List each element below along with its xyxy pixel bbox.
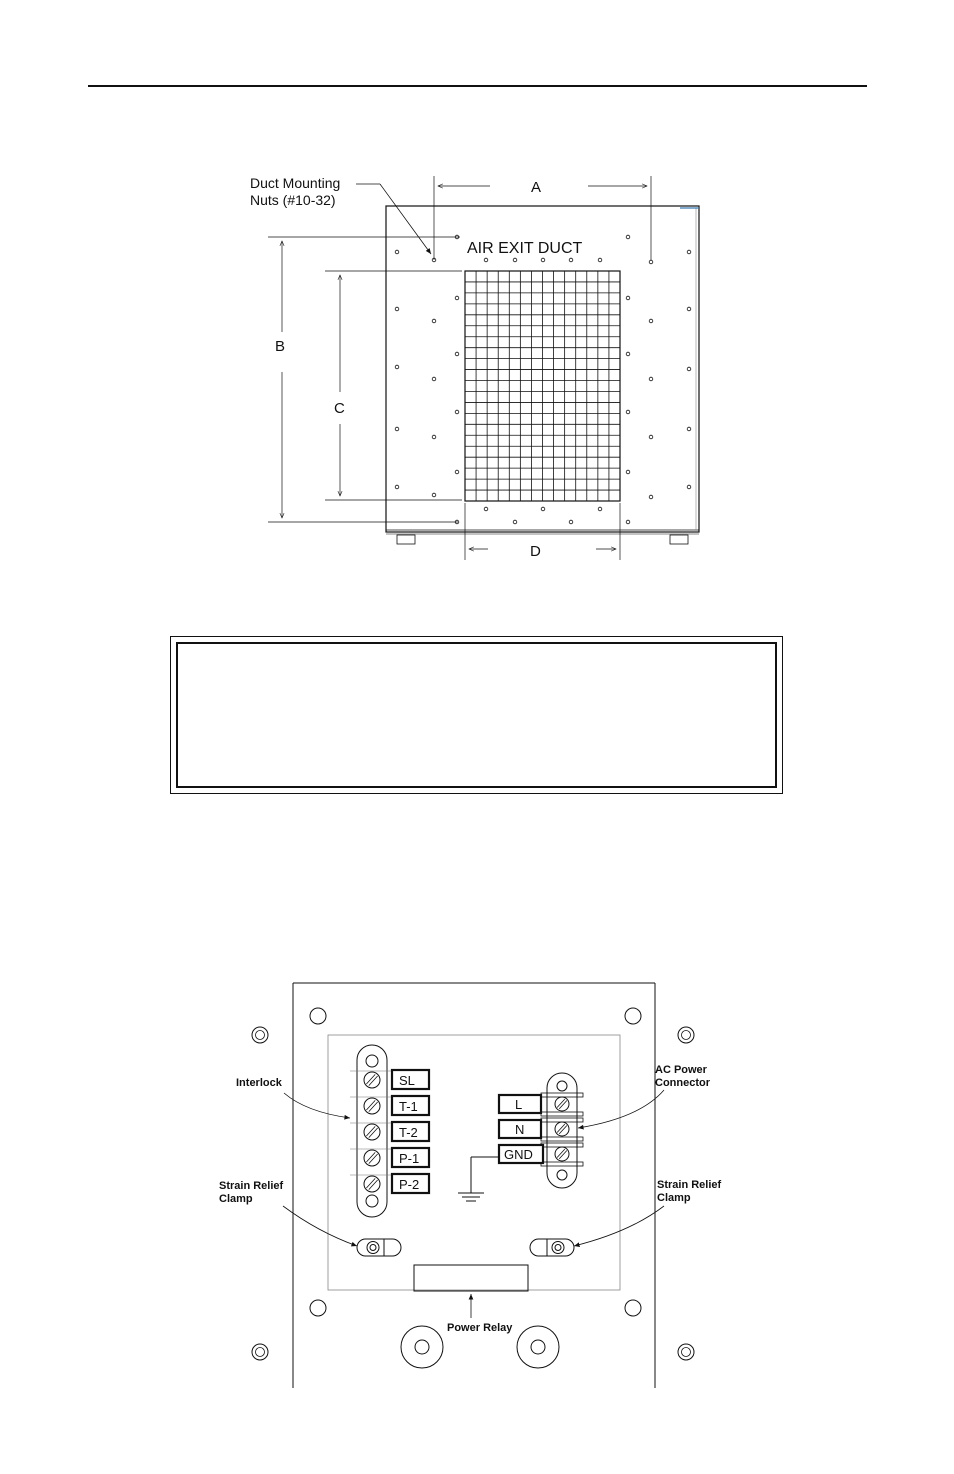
strain-relief-clamp-left <box>357 1239 401 1256</box>
interlock-label: Interlock <box>236 1077 282 1089</box>
mounting-screw <box>678 1344 694 1360</box>
terminal-screw <box>555 1122 569 1136</box>
ac-power-leader <box>578 1090 664 1128</box>
duct-mounting-nuts-label-line2: Nuts (#10-32) <box>250 192 336 208</box>
screw-slot <box>557 1124 565 1132</box>
interlock-terminal-label: T-1 <box>399 1099 418 1114</box>
screw-slot <box>559 1151 567 1159</box>
ac-power-label-line1: AC Power <box>655 1064 707 1076</box>
strain-left-leader <box>283 1206 357 1246</box>
mounting-screw-inner <box>256 1031 265 1040</box>
screw-slot <box>369 1076 378 1086</box>
terminal-screw <box>364 1176 380 1192</box>
panel-screws <box>252 1008 694 1360</box>
screw-slot <box>366 1074 375 1084</box>
strain-relief-clamp-right <box>530 1239 574 1256</box>
panel-screw <box>310 1008 326 1024</box>
terminal-screw <box>364 1098 380 1114</box>
ac-power-label-line2: Connector <box>655 1077 710 1089</box>
panel-screw <box>310 1300 326 1316</box>
conduit-hole-left <box>401 1326 443 1368</box>
screw-slot <box>559 1126 567 1134</box>
interlock-leader <box>284 1093 350 1118</box>
dimension-c-label: C <box>334 400 345 417</box>
dimension-d-label: D <box>530 543 541 560</box>
air-exit-duct-title: AIR EXIT DUCT <box>467 240 583 257</box>
screw-slot <box>369 1102 378 1112</box>
screw-slot <box>557 1149 565 1157</box>
strain-relief-left-label-line2: Clamp <box>219 1193 253 1205</box>
screw-slot <box>369 1180 378 1190</box>
interlock-terminal-label: P-1 <box>399 1151 420 1166</box>
conduit-hole-right <box>517 1326 559 1368</box>
ground-symbol <box>458 1157 499 1201</box>
strain-relief-right-label-line1: Strain Relief <box>657 1179 722 1191</box>
mounting-screw-inner <box>256 1348 265 1357</box>
power-terminal-label: N <box>515 1122 525 1137</box>
power-terminal-label: GND <box>504 1147 533 1162</box>
interlock-terminal-label: P-2 <box>399 1177 420 1192</box>
strain-relief-left-label-line1: Strain Relief <box>219 1180 284 1192</box>
power-terminal-label: L <box>515 1097 523 1112</box>
terminal-screw <box>364 1124 380 1140</box>
dimension-a-label: A <box>531 179 542 196</box>
screw-slot <box>366 1152 375 1162</box>
terminal-plate <box>328 1035 620 1290</box>
screw-slot <box>369 1128 378 1138</box>
screw-slot <box>369 1154 378 1164</box>
power-relay <box>414 1265 528 1291</box>
screw-slot <box>557 1099 565 1107</box>
terminal-screw <box>555 1097 569 1111</box>
interlock-terminal-strip <box>350 1045 395 1217</box>
mounting-screw-inner <box>682 1031 691 1040</box>
terminal-screw <box>364 1072 380 1088</box>
duct-mounting-nuts-label-line1: Duct Mounting <box>250 175 341 191</box>
interlock-terminal-label: T-2 <box>399 1125 418 1140</box>
mounting-screw <box>252 1344 268 1360</box>
strain-relief-right-label-line2: Clamp <box>657 1192 691 1204</box>
ac-power-terminal-strip <box>541 1073 583 1188</box>
screw-slot <box>366 1178 375 1188</box>
strain-right-leader <box>574 1206 664 1246</box>
panel-screw <box>625 1300 641 1316</box>
terminal-screw <box>555 1147 569 1161</box>
mounting-screw-inner <box>682 1348 691 1357</box>
screw-slot <box>559 1101 567 1109</box>
mounting-screw <box>678 1027 694 1043</box>
power-relay-label: Power Relay <box>447 1322 513 1334</box>
mounting-screw <box>252 1027 268 1043</box>
screw-slot <box>366 1126 375 1136</box>
screw-slot <box>366 1100 375 1110</box>
panel-screw <box>625 1008 641 1024</box>
terminal-screw <box>364 1150 380 1166</box>
dimension-b-label: B <box>275 338 286 355</box>
interlock-terminal-label: SL <box>399 1073 415 1088</box>
